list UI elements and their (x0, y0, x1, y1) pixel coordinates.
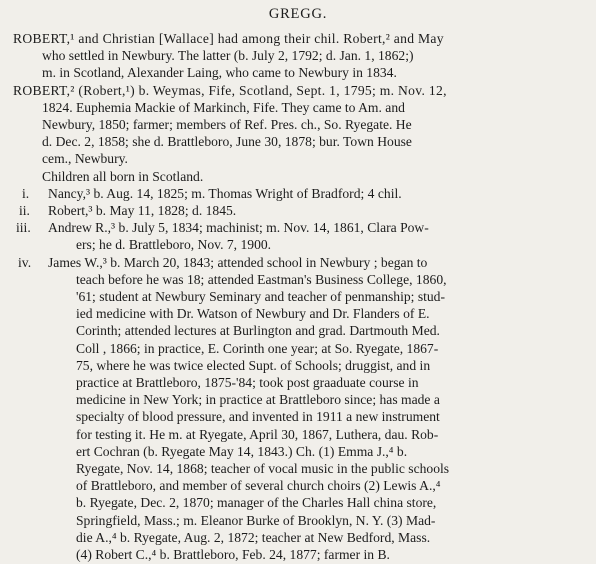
entry-line: d. Dec. 2, 1858; she d. Brattleboro, June 30, 1878; bur. Town House (42, 134, 412, 150)
entry-line: ROBERT,² (Robert,¹) b. Weymas, Fife, Scotland, Sept. 1, 1795; m. Nov. 12, (13, 82, 447, 98)
child-line: specialty of blood pressure, and invented in 1911 a new instrument (76, 409, 440, 425)
entry-line: Newbury, 1850; farmer; members of Ref. Pres. ch., So. Ryegate. He (42, 117, 412, 132)
child-numeral: iii. (16, 220, 31, 236)
child-line: Corinth; attended lectures at Burlington and grad. Dartmouth Med. (76, 323, 440, 339)
child-line: die A.,⁴ b. Ryegate, Aug. 2, 1872; teacher at New Bedford, Mass. (76, 529, 431, 545)
child-line: teach before he was 18; attended Eastman's Business College, 1860, (76, 271, 447, 287)
child-line: medicine in New York; in practice at Brattleboro since; has made a (76, 392, 440, 408)
entry-line: ROBERT,¹ and Christian [Wallace] had among their chil. Robert,² and May (13, 31, 444, 46)
child-line: Springfield, Mass.; m. Eleanor Burke of Brooklyn, N. Y. (3) Mad- (76, 512, 436, 528)
child-line: ied medicine with Dr. Watson of Newbury and Dr. Flanders of E. (76, 306, 430, 322)
entry-line: who settled in Newbury. The latter (b. July 2, 1792; d. Jan. 1, 1862;) (42, 48, 414, 64)
child-line: Ryegate, Nov. 14, 1868; teacher of vocal music in the public schools (76, 461, 450, 476)
entry-line: cem., Newbury. (42, 151, 128, 167)
child-line: Coll , 1866; in practice, E. Corinth one year; at So. Ryegate, 1867- (76, 340, 439, 356)
children-intro: Children all born in Scotland. (42, 168, 204, 184)
child-line: of Brattleboro, and member of several church choirs (2) Lewis A.,⁴ (76, 478, 441, 494)
page-heading: GREGG. (268, 6, 328, 22)
child-line: Robert,³ b. May 11, 1828; d. 1845. (48, 203, 237, 218)
child-line: Nancy,³ b. Aug. 14, 1825; m. Thomas Wright of Bradford; 4 chil. (48, 185, 402, 201)
child-numeral: ii. (19, 203, 30, 218)
child-line: practice at Brattleboro, 1875-'84; took post graaduate course in (76, 375, 419, 390)
child-line: for testing it. He m. at Ryegate, April 30, 1867, Luthera, dau. Rob- (76, 426, 439, 442)
child-line: '61; student at Newbury Seminary and teacher of penmanship; stud- (76, 289, 446, 304)
child-line: Andrew R.,³ b. July 5, 1834; machinist; m. Nov. 14, 1861, Clara Pow- (48, 220, 429, 236)
child-line: (4) Robert C.,⁴ b. Brattleboro, Feb. 24, 1877; farmer in B. (76, 547, 390, 562)
child-line: James W.,³ b. March 20, 1843; attended school in Newbury ; began to (48, 254, 428, 270)
child-line: ers; he d. Brattleboro, Nov. 7, 1900. (76, 237, 272, 253)
entry-line: 1824. Euphemia Mackie of Markinch, Fife. They came to Am. and (42, 99, 405, 115)
entry-line: m. in Scotland, Alexander Laing, who came to Newbury in 1834. (42, 65, 397, 81)
child-numeral: i. (22, 185, 30, 201)
child-numeral: iv. (18, 254, 32, 270)
child-line: ert Cochran (b. Ryegate May 14, 1843.) Ch. (1) Emma J.,⁴ b. (76, 443, 408, 459)
child-line: 75, where he was twice elected Supt. of Schools; druggist, and in (76, 357, 431, 373)
child-line: b. Ryegate, Dec. 2, 1870; manager of the Charles Hall china store, (76, 495, 437, 511)
